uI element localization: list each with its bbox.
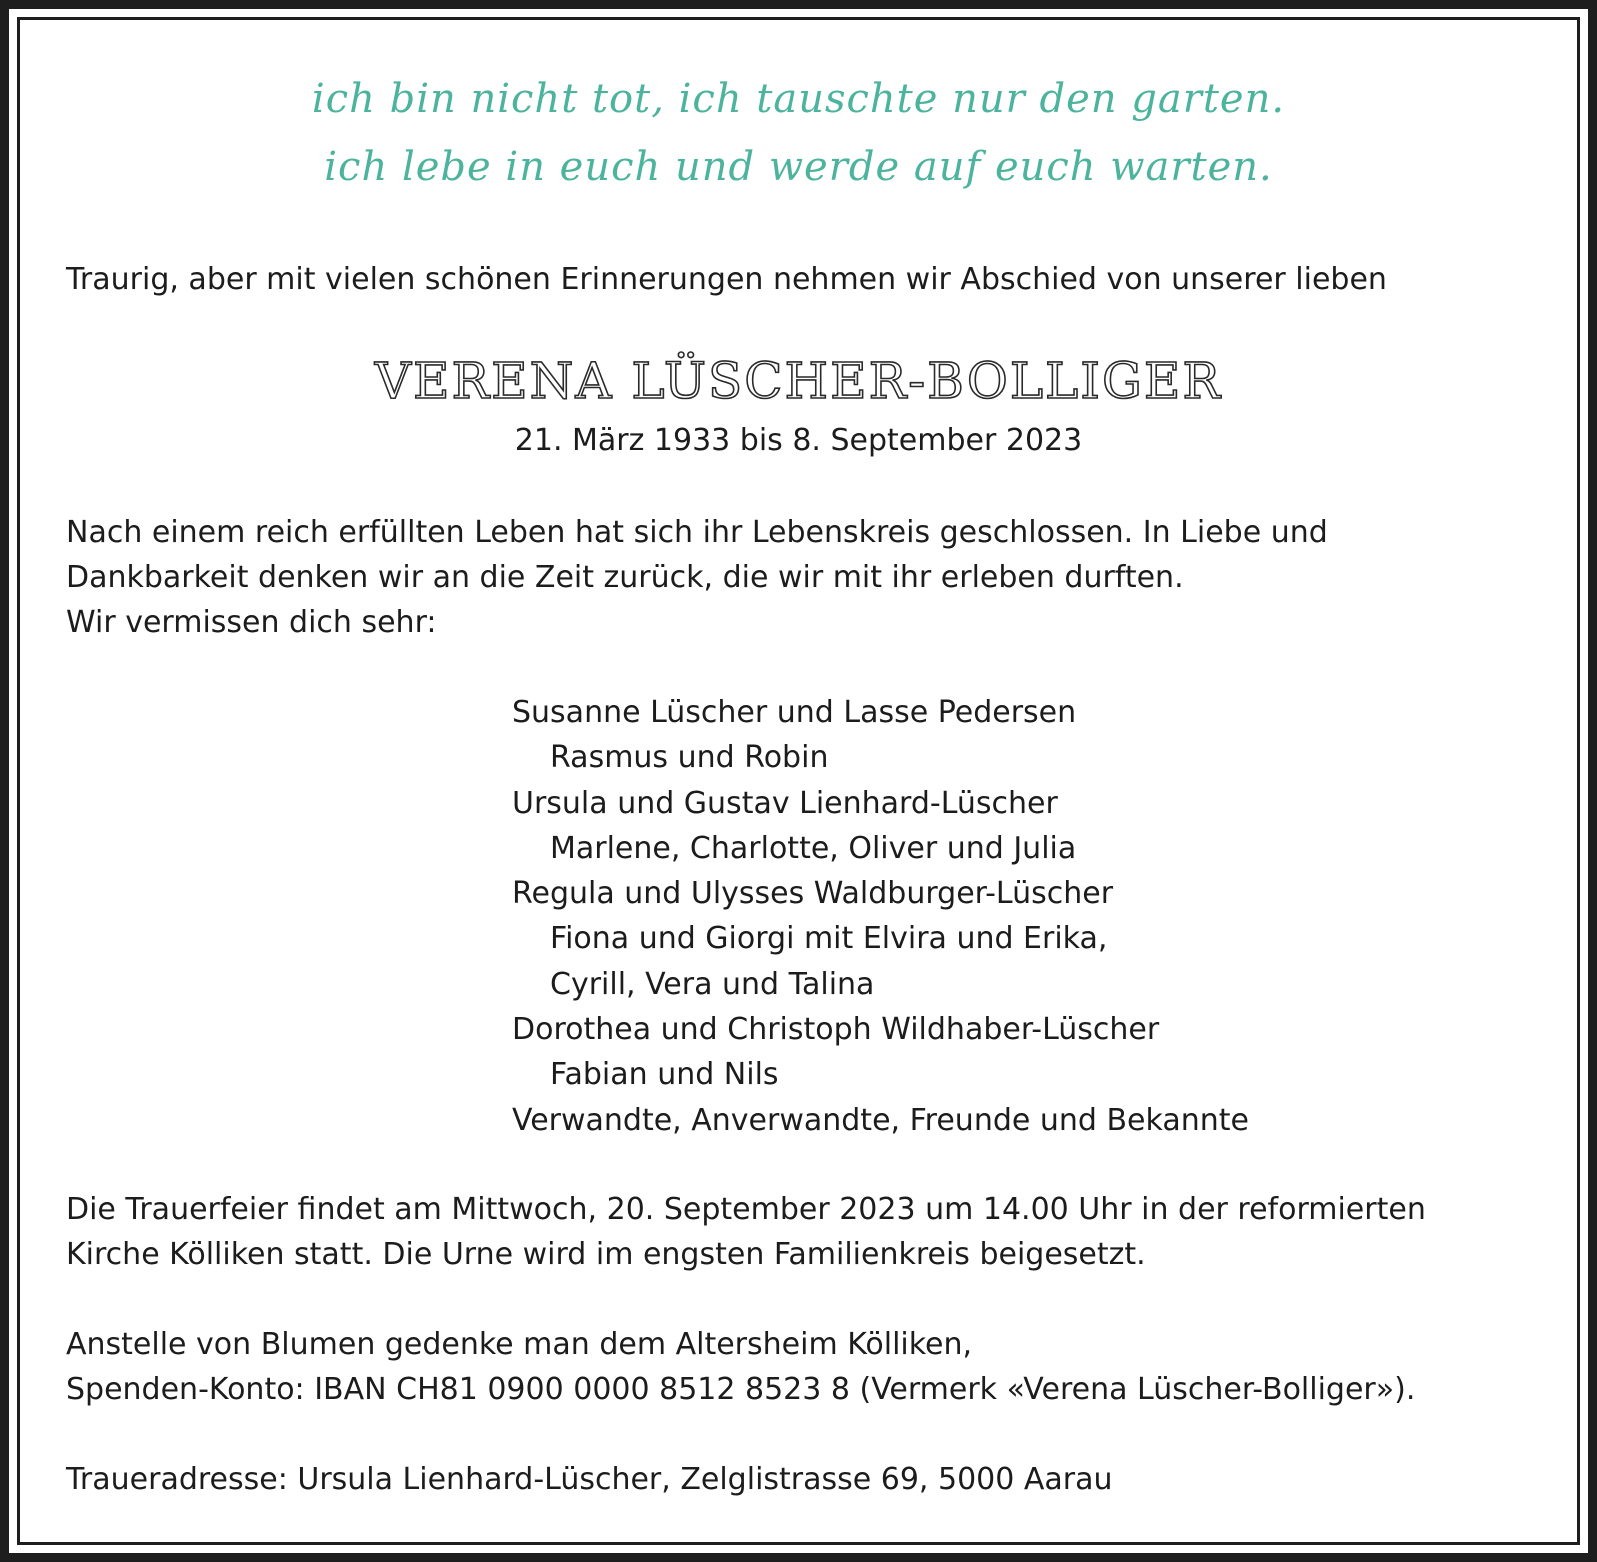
- life-dates: 21. März 1933 bis 8. September 2023: [514, 423, 1083, 458]
- tribute-line-1: Nach einem reich erfüllten Leben hat sich ihr Lebenskreis geschlossen. In Liebe und: [66, 515, 1328, 550]
- motto-line-2: ich lebe in euch und werde auf euch warten.: [324, 144, 1273, 190]
- mourner-entry: Susanne Lüscher und Lasse Pedersen: [512, 695, 1077, 730]
- mourner-entry: Fiona und Giorgi mit Elvira und Erika,: [550, 921, 1108, 957]
- mourner-entry: Rasmus und Robin: [550, 740, 829, 776]
- mourning-address: Traueradresse: Ursula Lienhard-Lüscher, Zelglistrasse 69, 5000 Aarau: [66, 1462, 1113, 1497]
- deceased-name: VERENA LÜSCHER-BOLLIGER: [374, 352, 1223, 410]
- mourner-entry: Cyrill, Vera und Talina: [550, 966, 875, 1002]
- donation-line-1: Anstelle von Blumen gedenke man dem Altersheim Kölliken,: [66, 1327, 973, 1362]
- mourner-entry: Ursula und Gustav Lienhard-Lüscher: [512, 785, 1058, 821]
- tribute-line-3: Wir vermissen dich sehr:: [66, 605, 437, 640]
- mourner-entry: Regula und Ulysses Waldburger-Lüscher: [512, 876, 1114, 912]
- motto-line-1: ich bin nicht tot, ich tauschte nur den garten.: [311, 76, 1286, 122]
- mourners-list: [512, 690, 1249, 1143]
- ceremony-line-1: Die Trauerfeier findet am Mittwoch, 20. September 2023 um 14.00 Uhr in der reformierten: [66, 1192, 1426, 1227]
- mourner-entry: Verwandte, Anverwandte, Freunde und Bekannte: [512, 1102, 1249, 1138]
- mourner-entry: Marlene, Charlotte, Oliver und Julia: [550, 830, 1077, 866]
- intro-text: Traurig, aber mit vielen schönen Erinnerungen nehmen wir Abschied von unserer lieben: [66, 262, 1387, 297]
- donation-line-2: Spenden-Konto: IBAN CH81 0900 0000 8512 8523 8 (Vermerk «Verena Lüscher-Bolliger»).: [66, 1372, 1416, 1407]
- tribute-line-2: Dankbarkeit denken wir an die Zeit zurück, die wir mit ihr erleben durften.: [66, 560, 1184, 595]
- mourner-entry: Fabian und Nils: [550, 1057, 779, 1093]
- mourner-entry: Dorothea und Christoph Wildhaber-Lüscher: [512, 1012, 1160, 1048]
- ceremony-line-2: Kirche Kölliken statt. Die Urne wird im engsten Familienkreis beigesetzt.: [66, 1237, 1146, 1272]
